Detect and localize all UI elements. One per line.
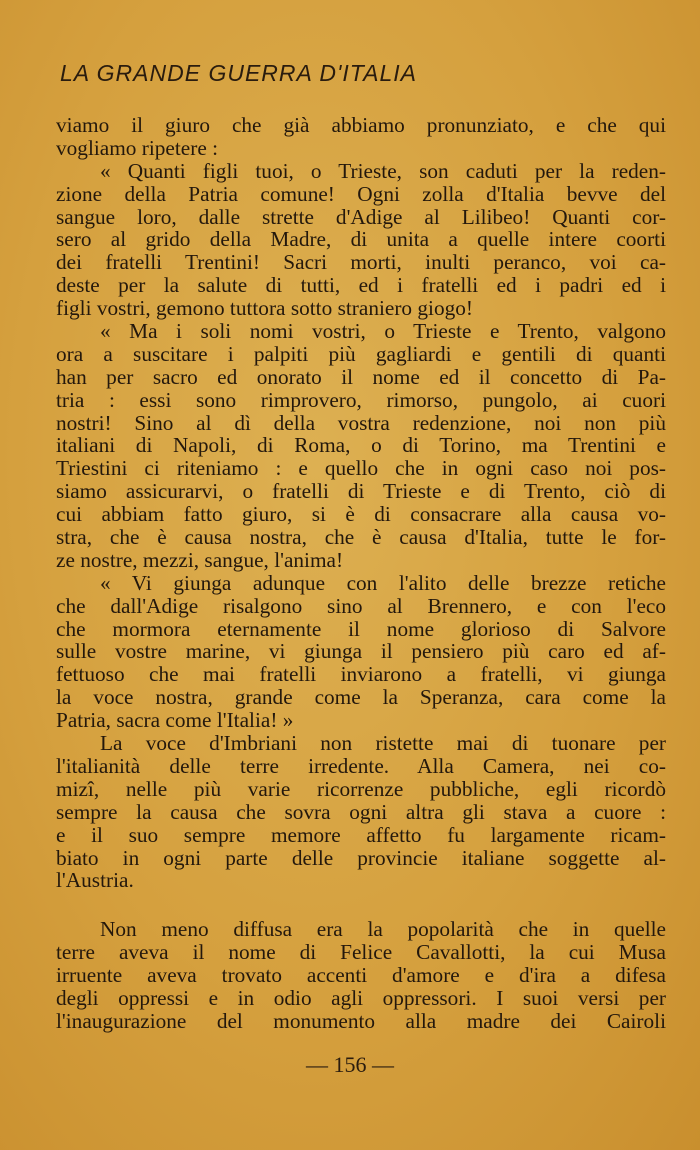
paragraph-gap	[56, 892, 666, 918]
text-line: Triestini ci riteniamo : e quello che in ogni caso noi pos-	[56, 456, 666, 481]
text-line: zione della Patria comune! Ogni zolla d'Italia bevve del	[56, 181, 666, 206]
text-line: degli oppressi e in odio agli oppressori. I suoi versi per	[56, 985, 666, 1010]
text-line: deste per la salute di tutti, ed i fratelli ed i padri ed i	[56, 273, 666, 298]
text-line: « Ma i soli nomi vostri, o Trieste e Trento, valgono	[100, 319, 666, 344]
text-line: irruente aveva trovato accenti d'amore e d'ira a difesa	[56, 963, 666, 988]
text-line: Non meno diffusa era la popolarità che in quelle	[100, 917, 666, 942]
text-line: viamo il giuro che già abbiamo pronunziato, e che qui	[56, 113, 666, 137]
text-line: sero al grido della Madre, di unita a quelle intere coorti	[56, 227, 666, 252]
running-title: LA GRANDE GUERRA D'ITALIA	[60, 60, 417, 86]
text-line: Patria, sacra come l'Italia! »	[56, 708, 294, 733]
text-line: « Quanti figli tuoi, o Trieste, son caduti per la reden-	[100, 158, 666, 183]
text-line: sangue loro, dalle strette d'Adige al Lilibeo! Quanti cor-	[56, 204, 666, 229]
text-line: l'inaugurazione del monumento alla madre dei Cairoli	[56, 1008, 666, 1033]
body-text	[56, 114, 666, 1033]
text-line: italiani di Napoli, di Roma, o di Torino, ma Trentini e	[56, 433, 666, 458]
text-line: che dall'Adige risalgono sino al Brennero, e con l'eco	[56, 593, 666, 618]
text-line: ora a suscitare i palpiti più gagliardi e gentili di quanti	[56, 341, 666, 366]
text-line: fettuoso che mai fratelli inviarono a fratelli, vi giunga	[56, 662, 666, 687]
text-line: han per sacro ed onorato il nome ed il concetto di Pa-	[56, 364, 666, 389]
text-line: stra, che è causa nostra, che è causa d'Italia, tutte le for-	[56, 525, 666, 550]
text-line: la voce nostra, grande come la Speranza, cara come la	[56, 685, 666, 710]
text-line: nostri! Sino al dì della vostra redenzione, noi non più	[56, 410, 666, 435]
text-line: ze nostre, mezzi, sangue, l'anima!	[56, 547, 344, 572]
text-line: La voce d'Imbriani non ristette mai di tuonare per	[100, 731, 666, 756]
text-line: siamo assicurarvi, o fratelli di Trieste e di Trento, ciò di	[56, 479, 666, 504]
text-line: terre aveva il nome di Felice Cavallotti, la cui Musa	[56, 940, 666, 965]
text-line: che mormora eternamente il nome glorioso di Salvore	[56, 616, 666, 641]
text-line: figli vostri, gemono tuttora sotto straniero giogo!	[56, 296, 474, 321]
text-line: mizî, nelle più varie ricorrenze pubbliche, egli ricordò	[56, 776, 666, 801]
text-line: dei fratelli Trentini! Sacri morti, inulti peranco, voi ca-	[56, 250, 666, 275]
text-line: biato in ogni parte delle provincie italiane soggette al-	[56, 845, 666, 870]
text-line: e il suo sempre memore affetto fu largamente ricam-	[56, 822, 666, 847]
text-line: vogliamo ripetere :	[56, 135, 219, 160]
text-line: sempre la causa che sovra ogni altra gli stava a cuore :	[56, 799, 666, 824]
text-line: « Vi giunga adunque con l'alito delle brezze retiche	[100, 570, 666, 595]
text-line: sulle vostre marine, vi giunga il pensiero più caro ed af-	[56, 639, 666, 664]
text-line: l'italianità delle terre irredente. Alla Camera, nei co-	[56, 753, 666, 778]
text-line: l'Austria.	[56, 868, 134, 893]
page-number: — 156 —	[306, 1052, 394, 1077]
text-line: tria : essi sono rimprovero, rimorso, pungolo, ai cuori	[56, 387, 666, 412]
text-line: cui abbiam fatto giuro, si è di consacrare alla causa vo-	[56, 502, 666, 527]
